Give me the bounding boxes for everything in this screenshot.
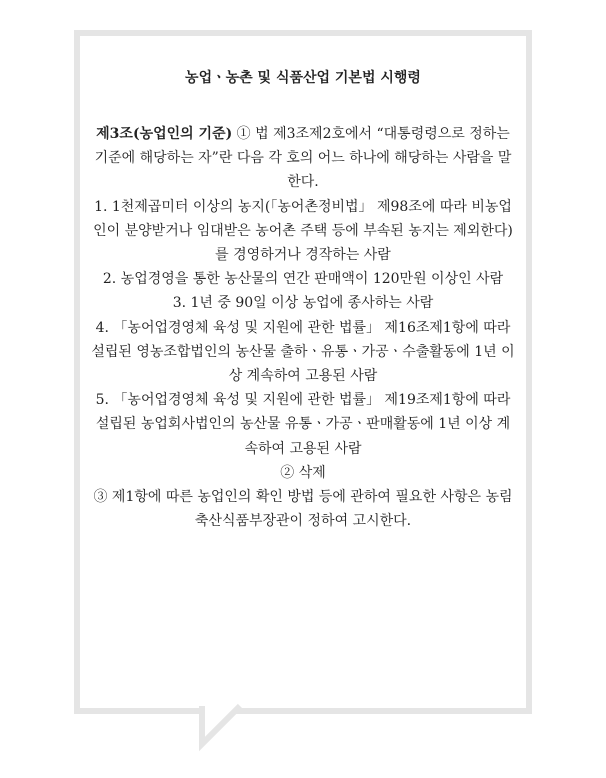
paragraph-1-text: ① 법 제3조제2호에서 “대통령령으로 정하는 기준에 해당하는 자”란 다음 각 호의 어느 하나에 해당하는 사람을 말한다. [94,126,512,191]
paragraph-2: ② 삭제 [280,464,326,481]
clause-3: 3. 1년 중 90일 이상 농업에 종사하는 사람 [172,295,434,312]
clause-2: 2. 농업경영을 통한 농산물의 연간 판매액이 120만원 이상인 사람 [102,271,504,288]
clause-5: 5. 「농어업경영체 육성 및 지원에 관한 법률」 제19조제1항에 따라 설립된 농업회사법인의 농산물 유통ㆍ가공ㆍ판매활동에 1년 이상 계속하여 고용된 사람 [95,392,511,457]
document-title: 농업ㆍ농촌 및 식품산업 기본법 시행령 [185,70,421,86]
paragraph-3: ③ 제1항에 따른 농업인의 확인 방법 등에 관하여 필요한 사항은 농림축산식품부장관이 정하여 고시한다. [93,489,513,530]
clause-4: 4. 「농어업경영체 육성 및 지원에 관한 법률」 제16조제1항에 따라 설립된 영농조합법인의 농산물 출하ㆍ유통ㆍ가공ㆍ수출활동에 1년 이상 계속하여 고용된 사람 [91,319,515,385]
paragraph-1 [90,122,516,195]
document-body [90,66,516,533]
article-heading: 제3조(농업인의 기준) [96,126,233,142]
clause-1: 1. 1천제곱미터 이상의 농지(「농어촌정비법」 제98조에 따라 비농업인이 분양받거나 임대받은 농어촌 주택 등에 부속된 농지는 제외한다)를 경영하거나 경작하는 사람 [93,198,513,264]
